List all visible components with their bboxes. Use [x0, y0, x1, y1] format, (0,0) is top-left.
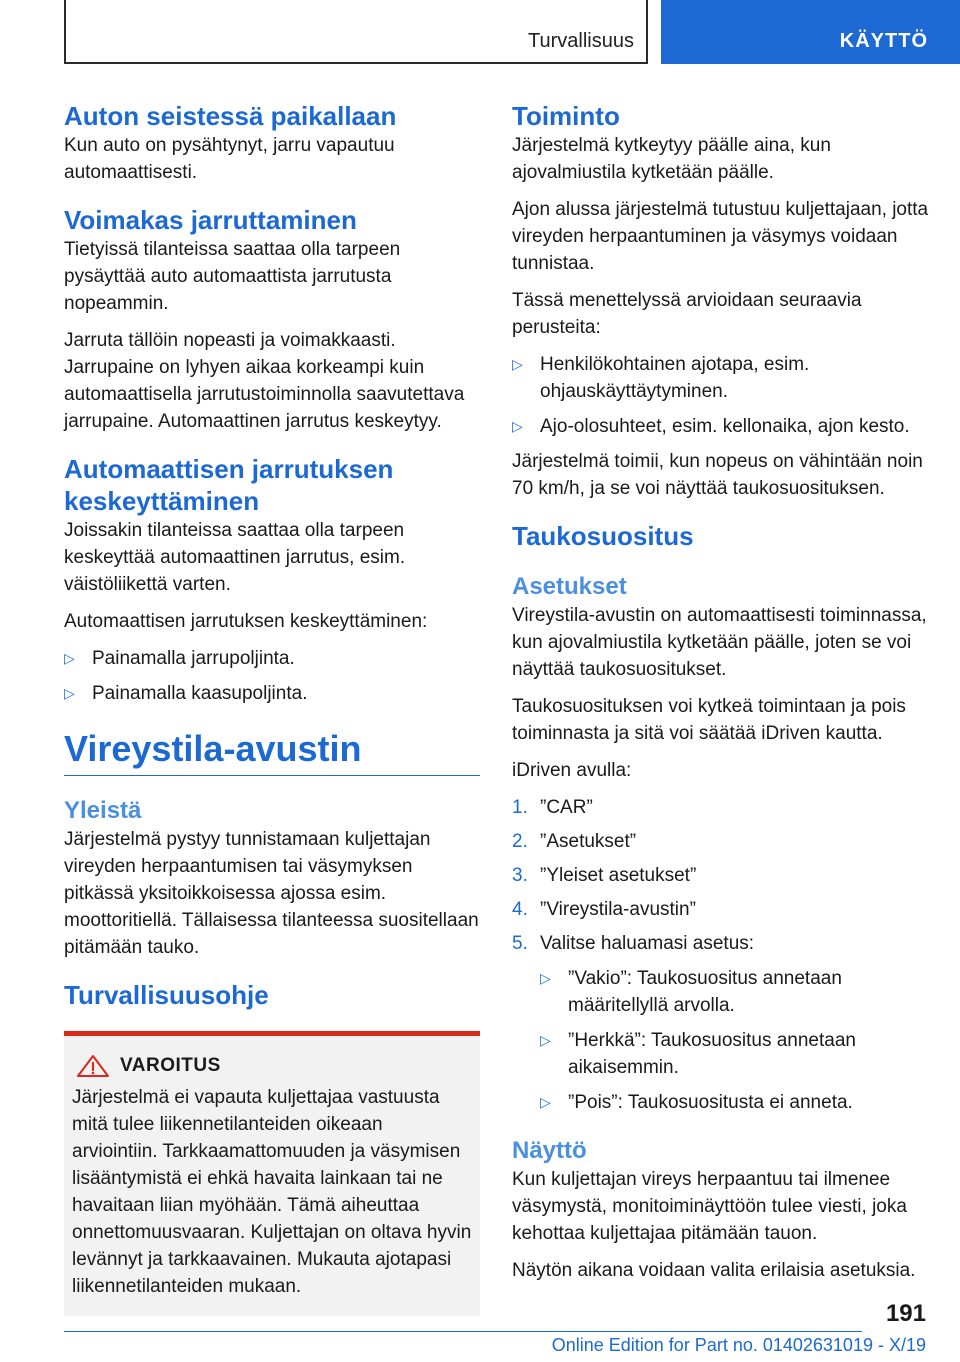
triangle-bullet-icon: ▷	[540, 970, 551, 986]
list-item: ▷ ”Vakio”: Taukosuositus annetaan määritellyllä arvolla.	[540, 965, 930, 1019]
heading-cancel-braking: Automaattisen jarrutuksen keskeyttäminen	[64, 454, 394, 516]
left-column	[64, 100, 480, 1316]
heading-function: Toiminto	[512, 101, 620, 131]
numbered-step: 2. ”Asetukset”	[512, 831, 637, 852]
paragraph: Ajon alussa järjestelmä tutustuu kuljettajaan, jotta vireyden herpaantuminen ja väsymys voidaan tunnistaa.	[512, 199, 929, 274]
warning-box	[64, 1031, 480, 1316]
heading-settings: Asetukset	[512, 573, 627, 600]
heading-safety-note: Turvallisuusohje	[64, 980, 269, 1010]
numbered-step: 3. ”Yleiset asetukset”	[512, 865, 697, 886]
paragraph: Järjestelmä kytkeytyy päälle aina, kun ajovalmiustila kytketään päälle.	[512, 135, 831, 183]
paragraph: Joissakin tilanteissa saattaa olla tarpeen keskeyttää automaattinen jarrutus, esim. väistöliikettä varten.	[64, 520, 406, 595]
list-item: ▷ ”Herkkä”: Taukosuositus annetaan aikaisemmin.	[540, 1027, 930, 1081]
heading-general: Yleistä	[64, 797, 142, 824]
header-chapter-label: KÄYTTÖ	[839, 30, 928, 52]
paragraph: Kun auto on pysähtynyt, jarru vapautuu automaattisesti.	[64, 135, 395, 183]
header-section-title: Turvallisuus	[528, 30, 634, 52]
paragraph: Jarruta tällöin nopeasti ja voimakkaasti. Jarrupaine on lyhyen aikaa korkeampi kuin automaattisella jarrutustoiminnolla saavutettava jarrupaine. Automaattinen jarrutus keskeytyy.	[64, 330, 465, 432]
paragraph: Näytön aikana voidaan valita erilaisia asetuksia.	[512, 1260, 916, 1281]
triangle-bullet-icon: ▷	[540, 1094, 551, 1110]
triangle-bullet-icon: ▷	[540, 1032, 551, 1048]
right-column	[512, 100, 930, 1294]
paragraph: Järjestelmä toimii, kun nopeus on vähintään noin 70 km/h, ja se voi näyttää taukosuosituksen.	[512, 451, 923, 499]
numbered-step: 4. ”Vireystila-avustin”	[512, 899, 696, 920]
footer-divider	[64, 1331, 862, 1332]
heading-strong-braking: Voimakas jarruttaminen	[64, 205, 357, 235]
chapter-title: Vireystila-avustin	[64, 727, 480, 776]
list-item: ▷ ”Pois”: Taukosuositusta ei anneta.	[540, 1089, 930, 1116]
warning-label: VAROITUS	[120, 1055, 221, 1076]
numbered-step: 5. Valitse haluamasi asetus:	[512, 933, 755, 954]
header-chapter-tab	[661, 0, 960, 64]
paragraph: Automaattisen jarrutuksen keskeyttäminen:	[64, 611, 428, 632]
list-item: ▷ Painamalla jarrupoljinta.	[64, 645, 480, 672]
paragraph: Tietyissä tilanteissa saattaa olla tarpeen pysäyttää auto automaattista jarrutusta nopeammin.	[64, 239, 401, 314]
heading-display: Näyttö	[512, 1137, 587, 1164]
paragraph: Tässä menettelyssä arvioidaan seuraavia perusteita:	[512, 290, 862, 338]
triangle-bullet-icon: ▷	[64, 685, 75, 701]
heading-break-recommendation: Taukosuositus	[512, 521, 694, 551]
paragraph: iDriven avulla:	[512, 760, 632, 781]
warning-text: Järjestelmä ei vapauta kuljettajaa vastuusta mitä tulee liikennetilanteiden oikeaan arviointiin. Tarkkaamattomuuden ja väsymisen lisääntymistä ei ehkä havaita lainkaan tai ne havaitaan liian myöhään. Tämä aiheuttaa onnettomuusvaaran. Kuljettajan on oltava hyvin levännyt ja tarkkaavainen. Mukauta ajotapasi liikennetilanteiden mukaan.	[72, 1087, 472, 1297]
header-section-box	[64, 0, 648, 64]
numbered-step: 1. ”CAR”	[512, 797, 593, 818]
heading-standstill: Auton seistessä paikallaan	[64, 101, 397, 131]
paragraph: Taukosuosituksen voi kytkeä toimintaan ja pois toiminnasta ja sitä voi säätää iDriven kautta.	[512, 696, 906, 744]
footer-edition: Online Edition for Part no. 01402631019 - X/19	[551, 1335, 926, 1355]
triangle-bullet-icon: ▷	[512, 418, 523, 434]
warning-triangle-icon	[76, 1054, 110, 1078]
paragraph: Vireystila-avustin on automaattisesti toiminnassa, kun ajovalmiustila kytketään päälle, joten se voi näyttää taukosuositukset.	[512, 605, 927, 680]
paragraph: Kun kuljettajan vireys herpaantuu tai ilmenee väsymystä, monitoiminäyttöön tulee viesti, joka kehottaa kuljettajaa pitämään tauon.	[512, 1169, 907, 1244]
paragraph: Järjestelmä pystyy tunnistamaan kuljettajan vireyden herpaantumisen tai väsymyksen pitkässä yksitoikkoisessa ajossa esim. moottoritiellä. Tällaisessa tilanteessa suositellaan pitämään tauko.	[64, 829, 479, 958]
triangle-bullet-icon: ▷	[512, 356, 523, 372]
list-item: ▷ Painamalla kaasupoljinta.	[64, 680, 480, 707]
page-number: 191	[885, 1300, 926, 1327]
list-item: ▷ Ajo-olosuhteet, esim. kellonaika, ajon kesto.	[512, 413, 930, 440]
list-item: ▷ Henkilökohtainen ajotapa, esim. ohjauskäyttäytyminen.	[512, 351, 930, 405]
triangle-bullet-icon: ▷	[64, 650, 75, 666]
